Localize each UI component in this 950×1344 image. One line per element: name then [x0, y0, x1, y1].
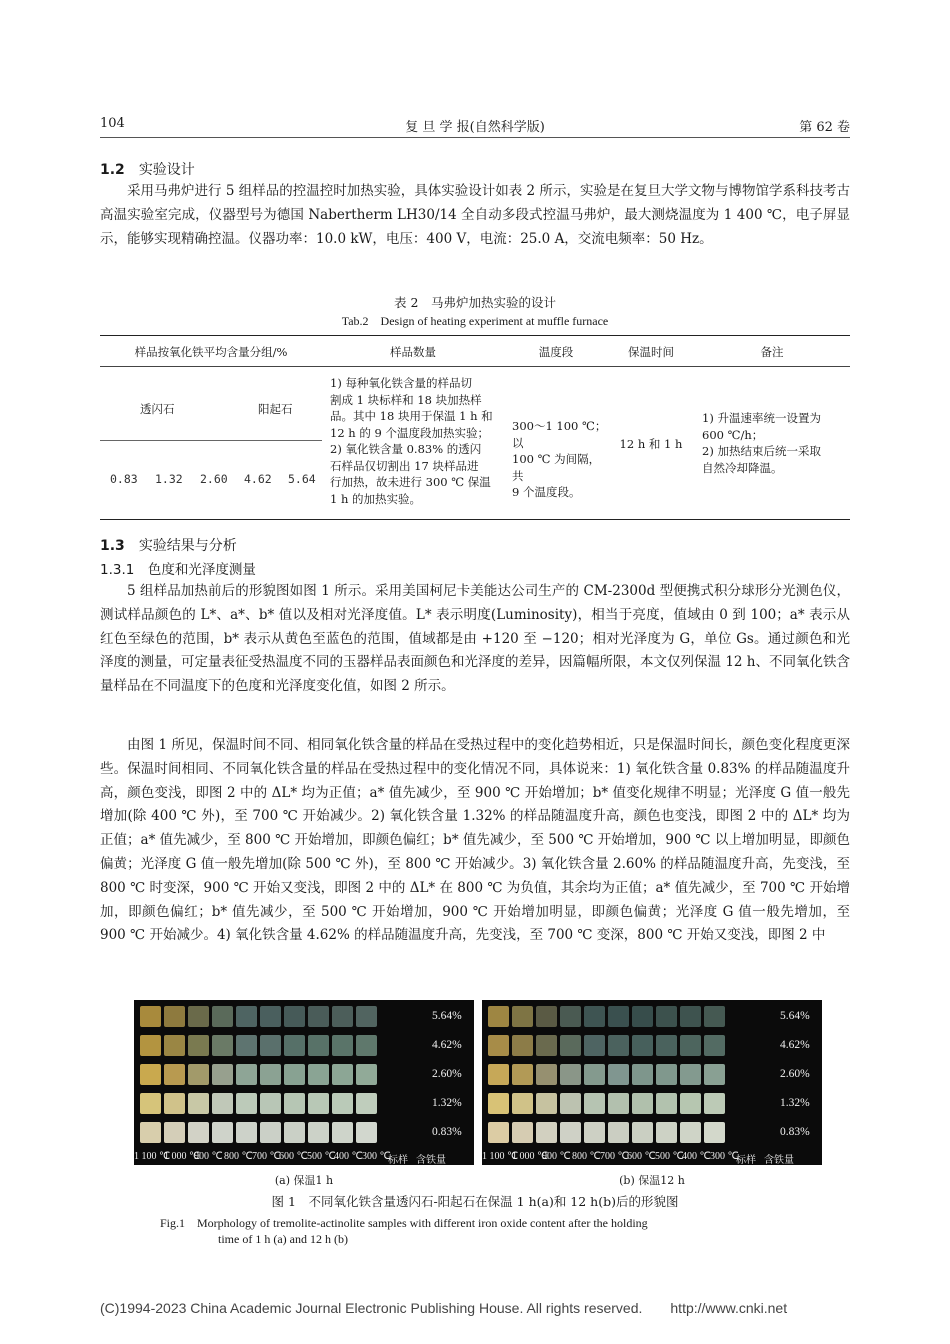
sample-swatch	[284, 1122, 305, 1143]
temperature-axis-label: 800 ℃	[572, 1151, 601, 1162]
section-number: 1.3	[100, 538, 125, 554]
paragraph-experiment-design: 采用马弗炉进行 5 组样品的控温控时加热实验，具体实验设计如表 2 所示，实验是在复旦大学文物与博物馆学系科技考古高温实验室完成，仪器型号为德国 Nabertherm LH30/14 全自动多段式控温马弗炉，最大测烧温度为 1 400 ℃，电子屏显示，能够实现精确控温。仪器功率：10.0 kW，电压：400 V，电流：25.0 A，交流电频率：50 Hz。	[100, 183, 850, 247]
temperature-axis-label: 500 ℃	[655, 1151, 684, 1162]
sample-swatch	[656, 1093, 677, 1114]
sample-swatch	[704, 1064, 725, 1085]
header-rule	[100, 137, 850, 138]
sample-swatch	[332, 1064, 353, 1085]
count-line: 1 h 的加热实验。	[330, 491, 422, 506]
temperature-axis-label: 500 ℃	[307, 1151, 336, 1162]
section-title: 实验设计	[138, 162, 195, 178]
sample-swatch	[608, 1035, 629, 1056]
temperature-axis-label: 400 ℃	[334, 1151, 363, 1162]
temperature-axis-label: 700 ℃	[252, 1151, 281, 1162]
sample-swatch	[584, 1122, 605, 1143]
table-header-hold: 保温时间	[628, 345, 674, 359]
sample-swatch	[332, 1035, 353, 1056]
sample-swatch	[512, 1064, 533, 1085]
section-number: 1.2	[100, 162, 125, 178]
sample-swatch	[488, 1035, 509, 1056]
sample-swatch	[608, 1006, 629, 1027]
subcaption-b: (b) 保温12 h	[619, 1174, 685, 1187]
sample-swatch	[608, 1122, 629, 1143]
count-line: 石样品仅切割出 17 块样品进	[330, 458, 479, 473]
subsection-heading-1-3-1: 1.3.1 色度和光泽度测量	[100, 562, 256, 578]
sample-swatch	[656, 1006, 677, 1027]
sample-swatch	[680, 1093, 701, 1114]
sample-swatch	[356, 1064, 377, 1085]
sample-swatch	[164, 1064, 185, 1085]
sample-swatch	[308, 1064, 329, 1085]
sample-swatch	[512, 1006, 533, 1027]
temperature-axis-label: 300 ℃	[710, 1151, 739, 1162]
temperature-axis-label: 700 ℃	[600, 1151, 629, 1162]
iron-content-label: 4.62%	[432, 1039, 462, 1051]
sample-swatch	[212, 1006, 233, 1027]
iron-value-3: 2.60	[200, 472, 228, 486]
table-bottom-rule	[100, 519, 850, 520]
subcaption-a: (a) 保温1 h	[274, 1174, 334, 1187]
sample-swatch	[260, 1122, 281, 1143]
temp-line: 300～1 100 ℃；以	[512, 419, 607, 450]
temperature-axis-label: 300 ℃	[362, 1151, 391, 1162]
sample-swatch	[260, 1006, 281, 1027]
sample-swatch	[212, 1035, 233, 1056]
sample-swatch	[356, 1035, 377, 1056]
temp-line: 9 个温度段。	[512, 485, 581, 499]
table-header-group: 样品按氧化铁平均含量分组/%	[134, 345, 288, 359]
sample-swatch	[236, 1093, 257, 1114]
sample-swatch	[512, 1093, 533, 1114]
section-heading-1-2	[100, 159, 195, 179]
sample-swatch	[608, 1064, 629, 1085]
sample-swatch	[212, 1122, 233, 1143]
iron-content-label: 1.32%	[780, 1097, 810, 1109]
sample-swatch	[140, 1064, 161, 1085]
sample-swatch	[284, 1064, 305, 1085]
sample-swatch	[680, 1122, 701, 1143]
iron-content-label: 1.32%	[432, 1097, 462, 1109]
sample-swatch	[584, 1035, 605, 1056]
figure-caption-zh: 图 1 不同氧化铁含量透闪石-阳起石在保温 1 h(a)和 12 h(b)后的形貌图	[271, 1194, 679, 1209]
table-header-temperature: 温度段	[538, 345, 574, 359]
count-line: 行加热，故未进行 300 ℃ 保温	[330, 475, 491, 489]
sample-swatch	[308, 1035, 329, 1056]
sample-swatch	[656, 1064, 677, 1085]
count-line: 12 h 的 9 个温度段加热实验；	[330, 425, 489, 440]
sample-swatch	[236, 1064, 257, 1085]
iron-content-label: 2.60%	[780, 1068, 810, 1080]
sample-swatch	[656, 1035, 677, 1056]
temperature-axis-label: 含铁量	[764, 1155, 794, 1166]
table-header-rule	[100, 366, 850, 367]
sample-swatch	[284, 1006, 305, 1027]
table-header-note: 备注	[760, 345, 784, 359]
iron-content-label: 5.64%	[780, 1010, 810, 1022]
sample-swatch	[284, 1035, 305, 1056]
note-line: 600 ℃/h；	[702, 427, 764, 442]
count-line: 1) 每种氧化铁含量的样品切	[330, 376, 472, 390]
sample-swatch	[584, 1006, 605, 1027]
sample-swatch	[308, 1006, 329, 1027]
sample-swatch	[164, 1122, 185, 1143]
sample-swatch	[140, 1006, 161, 1027]
note-line: 1) 升温速率统一设置为	[702, 411, 821, 425]
sample-swatch	[632, 1006, 653, 1027]
sample-swatch	[632, 1035, 653, 1056]
iron-value-1: 0.83	[110, 472, 138, 486]
sample-swatch	[680, 1006, 701, 1027]
temperature-axis-label: 900 ℃	[194, 1151, 223, 1162]
hold-time-cell: 12 h 和 1 h	[619, 437, 683, 451]
sample-swatch	[584, 1093, 605, 1114]
temperature-axis-label: 标样	[388, 1155, 408, 1166]
note-line: 自然冷却降温。	[702, 460, 783, 475]
sample-swatch	[212, 1093, 233, 1114]
sample-swatch	[284, 1093, 305, 1114]
sample-swatch	[260, 1064, 281, 1085]
iron-content-label: 0.83%	[780, 1126, 810, 1138]
temperature-axis-label: 600 ℃	[279, 1151, 308, 1162]
sample-swatch	[236, 1006, 257, 1027]
sample-swatch	[536, 1093, 557, 1114]
temperature-axis-label: 1 000 ℃	[164, 1151, 201, 1162]
sample-swatch	[188, 1064, 209, 1085]
sample-swatch	[488, 1006, 509, 1027]
sample-swatch	[188, 1035, 209, 1056]
sample-swatch	[488, 1093, 509, 1114]
sample-swatch	[680, 1035, 701, 1056]
copyright-footer: (C)1994-2023 China Academic Journal Electronic Publishing House. All rights reserved. http://www.cnki.net	[100, 1300, 788, 1316]
figure-panel-12h	[482, 1000, 822, 1165]
sample-swatch	[632, 1064, 653, 1085]
section-heading-1-3	[100, 535, 237, 555]
sample-swatch	[560, 1035, 581, 1056]
iron-content-label: 5.64%	[432, 1010, 462, 1022]
temp-line: 100 ℃ 为间隔，共	[512, 452, 601, 483]
temperature-axis-label: 含铁量	[416, 1155, 446, 1166]
sample-swatch	[164, 1006, 185, 1027]
iron-content-label: 4.62%	[780, 1039, 810, 1051]
sample-swatch	[332, 1122, 353, 1143]
journal-title: 复 旦 学 报(自然科学版)	[405, 120, 545, 135]
sample-swatch	[212, 1064, 233, 1085]
figure-caption-en-line2: time of 1 h (a) and 12 h (b)	[218, 1232, 348, 1246]
note-cell	[702, 410, 852, 476]
sample-swatch	[704, 1035, 725, 1056]
sample-swatch	[356, 1093, 377, 1114]
sample-swatch	[308, 1122, 329, 1143]
volume-label: 第 62 卷	[799, 120, 850, 135]
paragraph-color-measurement: 5 组样品加热前后的形貌图如图 1 所示。采用美国柯尼卡美能达公司生产的 CM-2300d 型便携式积分球形分光测色仪，测试样品颜色的 L*、a*、b* 值以及相对光泽度值。L* 表示明度(Luminosity)，相当于亮度，值域由 0 到 100；a* 表示从红色至绿色的范围，b* 表示从黄色至蓝色的范围，值域都是由 +120 至 −120；相对光泽度为 G，单位 Gs。通过颜色和光泽度的测量，可定量表征受热温度不同的玉器样品表面颜色和光泽度的差异，因篇幅所限，本文仅列保温 12 h、不同氧化铁含量样品在不同温度下的色度和光泽度变化值，如图 2 所示。	[100, 583, 850, 695]
sample-swatch	[704, 1006, 725, 1027]
count-line: 2) 氧化铁含量 0.83% 的透闪	[330, 442, 482, 456]
sample-swatch	[236, 1035, 257, 1056]
group-actinolite: 阳起石	[258, 402, 293, 416]
sample-swatch	[260, 1035, 281, 1056]
sample-swatch	[632, 1093, 653, 1114]
count-line: 割成 1 块标样和 18 块加热样	[330, 392, 482, 407]
sample-swatch	[704, 1093, 725, 1114]
sample-swatch	[536, 1035, 557, 1056]
section-title: 实验结果与分析	[138, 538, 237, 554]
iron-value-2: 1.32	[155, 472, 183, 486]
sample-swatch	[560, 1122, 581, 1143]
sample-swatch	[488, 1122, 509, 1143]
temperature-axis-label: 1 000 ℃	[512, 1151, 549, 1162]
figure-caption-en-line1: Fig.1 Morphology of tremolite-actinolite samples with different iron oxide content after the holding	[160, 1216, 648, 1230]
iron-content-label: 2.60%	[432, 1068, 462, 1080]
sample-swatch	[560, 1064, 581, 1085]
sample-swatch	[308, 1093, 329, 1114]
sample-swatch	[140, 1122, 161, 1143]
sample-swatch	[188, 1093, 209, 1114]
sample-swatch	[260, 1093, 281, 1114]
figure-panel-1h	[134, 1000, 474, 1165]
sample-swatch	[704, 1122, 725, 1143]
temperature-axis-label: 800 ℃	[224, 1151, 253, 1162]
sample-swatch	[356, 1122, 377, 1143]
iron-content-label: 0.83%	[432, 1126, 462, 1138]
table-top-rule	[100, 335, 850, 336]
sample-swatch	[512, 1122, 533, 1143]
sample-swatch	[164, 1093, 185, 1114]
temperature-axis-label: 900 ℃	[542, 1151, 571, 1162]
sample-swatch	[488, 1064, 509, 1085]
sample-swatch	[236, 1122, 257, 1143]
temperature-axis-label: 1 100 ℃	[134, 1151, 171, 1162]
group-tremolite: 透闪石	[140, 402, 175, 416]
sample-swatch	[188, 1122, 209, 1143]
sample-swatch	[536, 1006, 557, 1027]
iron-value-4: 4.62	[244, 472, 272, 486]
sample-count-cell	[330, 375, 506, 507]
sample-swatch	[632, 1122, 653, 1143]
sample-swatch	[140, 1093, 161, 1114]
sample-swatch	[356, 1006, 377, 1027]
count-line: 品。其中 18 块用于保温 1 h 和	[330, 409, 493, 423]
sample-swatch	[140, 1035, 161, 1056]
temperature-axis-label: 400 ℃	[682, 1151, 711, 1162]
sample-swatch	[188, 1006, 209, 1027]
table-caption-zh: 表 2 马弗炉加热实验的设计	[394, 295, 556, 310]
sample-swatch	[584, 1064, 605, 1085]
temperature-axis-label: 1 100 ℃	[482, 1151, 519, 1162]
sample-swatch	[560, 1093, 581, 1114]
sample-swatch	[608, 1093, 629, 1114]
paragraph-results: 由图 1 所见，保温时间不同、相同氧化铁含量的样品在受热过程中的变化趋势相近，只是保温时间长，颜色变化程度更深些。保温时间相同、不同氧化铁含量的样品在受热过程中的变化情况不同，具体说来：1) 氧化铁含量 0.83% 的样品随温度升高，颜色变浅，即图 2 中的 ΔL* 均为正值；a* 值先减少，至 900 ℃ 开始增加；b* 值变化规律不明显；光泽度 G 值一般先增加(除 400 ℃ 外)，至 700 ℃ 开始减少。2) 氧化铁含量 1.32% 的样品随温度升高，颜色也变浅，即图 2 中的 ΔL* 均为正值；a* 值先减少，至 800 ℃ 开始增加，即颜色偏红；b* 值先减少，至 500 ℃ 开始增加，900 ℃ 以上增加明显，即颜色偏黄；光泽度 G 值一般先增加(除 500 ℃ 外)，至 800 ℃ 开始减少。3) 氧化铁含量 2.60% 的样品随温度升高，先变浅，至 800 ℃ 时变深，900 ℃ 开始又变浅，即图 2 中的 ΔL* 在 800 ℃ 为负值，其余均为正值；a* 值先减少，至 700 ℃ 开始增加，即颜色偏红；b* 值先减少，至 500 ℃ 开始增加，900 ℃ 开始增加明显，即颜色偏黄；光泽度 G 值一般先增加，至 900 ℃ 开始减少。4) 氧化铁含量 4.62% 的样品随温度升高，先变浅，至 700 ℃ 变深，800 ℃ 开始又变浅，即图 2 中	[100, 737, 850, 944]
sample-swatch	[512, 1035, 533, 1056]
sample-swatch	[332, 1093, 353, 1114]
sample-swatch	[560, 1006, 581, 1027]
temperature-axis-label: 标样	[736, 1155, 756, 1166]
page-number: 104	[100, 116, 125, 131]
group-divider	[100, 440, 322, 441]
table-header-count: 样品数量	[390, 345, 436, 359]
temperature-axis-label: 600 ℃	[627, 1151, 656, 1162]
sample-swatch	[536, 1064, 557, 1085]
iron-value-5: 5.64	[288, 472, 316, 486]
sample-swatch	[680, 1064, 701, 1085]
sample-swatch	[164, 1035, 185, 1056]
temperature-cell	[512, 418, 610, 501]
sample-swatch	[656, 1122, 677, 1143]
sample-swatch	[536, 1122, 557, 1143]
table-caption-en: Tab.2 Design of heating experiment at muffle furnace	[341, 314, 609, 328]
note-line: 2) 加热结束后统一采取	[702, 444, 821, 458]
sample-swatch	[332, 1006, 353, 1027]
